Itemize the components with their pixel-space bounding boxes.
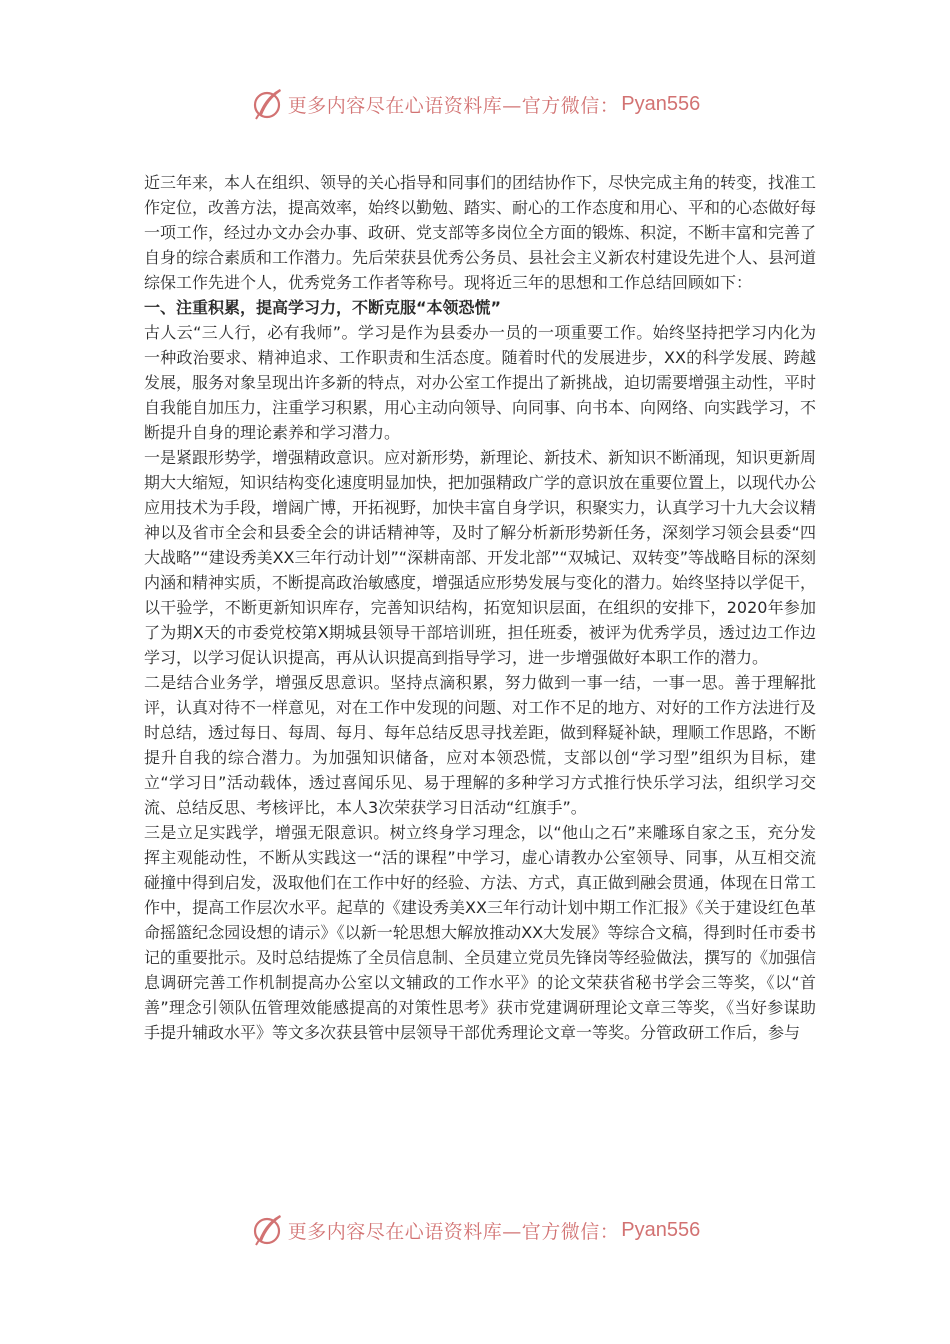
point-3-paragraph: 三是立足实践学，增强无限意识。树立终身学习理念，以“他山之石”来雕琢自家之玉，充分发挥主观能动性，不断从实践这一“活的课程”中学习，虚心请教办公室领导、同事，从互相交流碰撞中得到启发，汲取他们在工作中好的经验、方法、方式，真正做到融会贯通，体现在日常工作中，提高工作层次水平。起草的《建设秀美XX三年行动计划中期工作汇报》《关于建设红色革命摇篮纪念园设想的请示》《以新一轮思想大解放推动XX大发展》等综合文稿，得到时任市委书记的重要批示。及时总结提炼了全员信息制、全员建立党员先锋岗等经验做法，撰写的《加强信息调研完善工作机制提高办公室以文辅政的工作水平》的论文荣获省秘书学会三等奖，《以“首善”理念引领队伍管理效能感提高的对策性思考》获市党建调研理论文章三等奖，《当好参谋助手提升辅政水平》等文多次获县管中层领导干部优秀理论文章一等奖。分管政研工作后，参与 [144,823,817,1042]
intro-paragraph: 近三年来，本人在组织、领导的关心指导和同事们的团结协作下，尽快完成主角的转变，找准工作定位，改善方法，提高效率，始终以勤勉、踏实、耐心的工作态度和用心、平和的心态做好每一项工作，经过办文办会办事、政研、党支部等多岗位全方面的锻炼、积淀，不断丰富和完善了自身的综合素质和工作潜力。先后荣获县优秀公务员、县社会主义新农村建设先进个人、县河道综保工作先进个人，优秀党务工作者等称号。现将近三年的思想和工作总结回顾如下： [144,173,817,292]
section-heading-1: 一、注重积累，提高学习力，不断克服“本领恐慌” [144,298,502,317]
point-1-paragraph: 一是紧跟形势学，增强精政意识。应对新形势，新理论、新技术、新知识不断涌现，知识更新周期大大缩短，知识结构变化速度明显加快，把加强精政广学的意识放在重要位置上，以现代办公应用技术为手段，增阔广博，开拓视野，加快丰富自身学识，积聚实力，认真学习十九大会议精神以及省市全会和县委全会的讲话精神等，及时了解分析新形势新任务，深刻学习领会县委“四大战略”“建设秀美XX三年行动计划”“深耕南部、开发北部”“双城记、双转变”等战略目标的深刻内涵和精神实质，不断提高政治敏感度，增强适应形势发展与变化的潜力。始终坚持以学促干，以干验学，不断更新知识库存，完善知识结构，拓宽知识层面，在组织的安排下，2020年参加了为期X天的市委党校第X期城县领导干部培训班，担任班委，被评为优秀学员，透过边工作边学习，以学习促认识提高，再从认识提高到指导学习，进一步增强做好本职工作的潜力。 [144,448,817,667]
watermark-text: 更多内容尽在心语资料库—官方微信： [287,1220,620,1243]
point-2-paragraph: 二是结合业务学，增强反思意识。坚持点滴积累，努力做到一事一结，一事一思。善于理解批评，认真对待不一样意见，对在工作中发现的问题、对工作不足的地方、对好的工作方法进行及时总结，透过每日、每周、每月、每年总结反思寻找差距，做到释疑补缺，理顺工作思路，不断提升自我的综合潜力。为加强知识储备，应对本领恐慌，支部以创“学习型”组织为目标，建立“学习日”活动载体，透过喜闻乐见、易于理解的多种学习方式推行快乐学习法，组织学习交流、总结反思、考核评比，本人3次荣获学习日活动“红旗手”。 [144,673,817,817]
watermark-text: 更多内容尽在心语资料库—官方微信： [287,94,620,117]
quill-logo-icon [250,1213,284,1247]
watermark-banner-bottom [0,1210,950,1250]
watermark-wechat-id: Pyan556 [621,92,701,115]
watermark-banner-top [0,84,950,124]
section-1-intro-paragraph: 古人云“三人行，必有我师”。学习是作为县委办一员的一项重要工作。始终坚持把学习内化为一种政治要求、精神追求、工作职责和生活态度。随着时代的发展进步，XX的科学发展、跨越发展，服务对象呈现出许多新的特点，对办公室工作提出了新挑战，迫切需要增强主动性，平时自我能自加压力，注重学习积累，用心主动向领导、向同事、向书本、向网络、向实践学习，不断提升自身的理论素养和学习潜力。 [144,323,817,442]
quill-logo-icon [250,87,284,121]
document-body [144,170,816,1045]
watermark-wechat-id: Pyan556 [621,1218,701,1241]
